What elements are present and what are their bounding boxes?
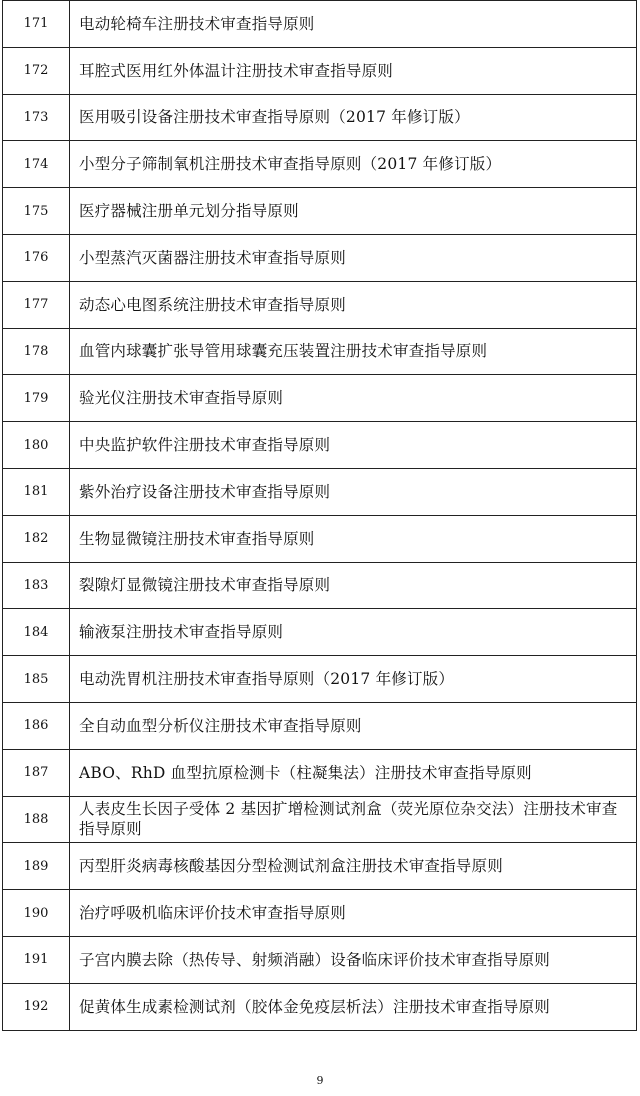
row-number: 187 <box>3 749 70 796</box>
guideline-title: 人表皮生长因子受体 2 基因扩增检测试剂盒（荧光原位杂交法）注册技术审查指导原则 <box>70 796 637 843</box>
row-number: 188 <box>3 796 70 843</box>
table-row <box>3 702 637 749</box>
guideline-title: 耳腔式医用红外体温计注册技术审查指导原则 <box>70 47 637 94</box>
guideline-title: 治疗呼吸机临床评价技术审查指导原则 <box>70 890 637 937</box>
row-number: 192 <box>3 983 70 1030</box>
table-row <box>3 1 637 48</box>
row-number: 176 <box>3 234 70 281</box>
table-row <box>3 890 637 937</box>
row-number: 184 <box>3 609 70 656</box>
row-number: 179 <box>3 375 70 422</box>
row-number: 189 <box>3 843 70 890</box>
row-number: 181 <box>3 468 70 515</box>
guideline-title: 动态心电图系统注册技术审查指导原则 <box>70 281 637 328</box>
row-number: 178 <box>3 328 70 375</box>
guideline-title: 紫外治疗设备注册技术审查指导原则 <box>70 468 637 515</box>
guideline-table <box>2 0 637 1031</box>
row-number: 171 <box>3 1 70 48</box>
table-row <box>3 936 637 983</box>
guideline-title: 全自动血型分析仪注册技术审查指导原则 <box>70 702 637 749</box>
row-number: 191 <box>3 936 70 983</box>
row-number: 172 <box>3 47 70 94</box>
table-body <box>3 1 637 1031</box>
guideline-title: 子宫内膜去除（热传导、射频消融）设备临床评价技术审查指导原则 <box>70 936 637 983</box>
table-row <box>3 328 637 375</box>
guideline-title: 血管内球囊扩张导管用球囊充压装置注册技术审查指导原则 <box>70 328 637 375</box>
table-row <box>3 281 637 328</box>
row-number: 190 <box>3 890 70 937</box>
page-number: 9 <box>316 1074 324 1087</box>
guideline-title: 促黄体生成素检测试剂（胶体金免疫层析法）注册技术审查指导原则 <box>70 983 637 1030</box>
table-row <box>3 234 637 281</box>
table-row <box>3 141 637 188</box>
guideline-title: 丙型肝炎病毒核酸基因分型检测试剂盒注册技术审查指导原则 <box>70 843 637 890</box>
guideline-title: 验光仪注册技术审查指导原则 <box>70 375 637 422</box>
guideline-title: 生物显微镜注册技术审查指导原则 <box>70 515 637 562</box>
guideline-title: 小型蒸汽灭菌器注册技术审查指导原则 <box>70 234 637 281</box>
table-row <box>3 796 637 843</box>
table-row <box>3 609 637 656</box>
table-row <box>3 468 637 515</box>
guideline-title: 小型分子筛制氧机注册技术审查指导原则（2017 年修订版） <box>70 141 637 188</box>
guideline-title: 中央监护软件注册技术审查指导原则 <box>70 422 637 469</box>
guideline-title: 电动洗胃机注册技术审查指导原则（2017 年修订版） <box>70 656 637 703</box>
row-number: 185 <box>3 656 70 703</box>
row-number: 186 <box>3 702 70 749</box>
guideline-title: 输液泵注册技术审查指导原则 <box>70 609 637 656</box>
row-number: 175 <box>3 188 70 235</box>
row-number: 177 <box>3 281 70 328</box>
guideline-title: 裂隙灯显微镜注册技术审查指导原则 <box>70 562 637 609</box>
guideline-title: 电动轮椅车注册技术审查指导原则 <box>70 1 637 48</box>
row-number: 174 <box>3 141 70 188</box>
row-number: 180 <box>3 422 70 469</box>
guideline-title: 医用吸引设备注册技术审查指导原则（2017 年修订版） <box>70 94 637 141</box>
guideline-title: 医疗器械注册单元划分指导原则 <box>70 188 637 235</box>
table-row <box>3 656 637 703</box>
table-row <box>3 749 637 796</box>
table-row <box>3 188 637 235</box>
table-row <box>3 843 637 890</box>
row-number: 183 <box>3 562 70 609</box>
table-row <box>3 375 637 422</box>
guideline-title: ABO、RhD 血型抗原检测卡（柱凝集法）注册技术审查指导原则 <box>70 749 637 796</box>
table-row <box>3 94 637 141</box>
table-row <box>3 422 637 469</box>
table-row <box>3 562 637 609</box>
row-number: 182 <box>3 515 70 562</box>
table-row <box>3 983 637 1030</box>
row-number: 173 <box>3 94 70 141</box>
table-row <box>3 47 637 94</box>
table-row <box>3 515 637 562</box>
